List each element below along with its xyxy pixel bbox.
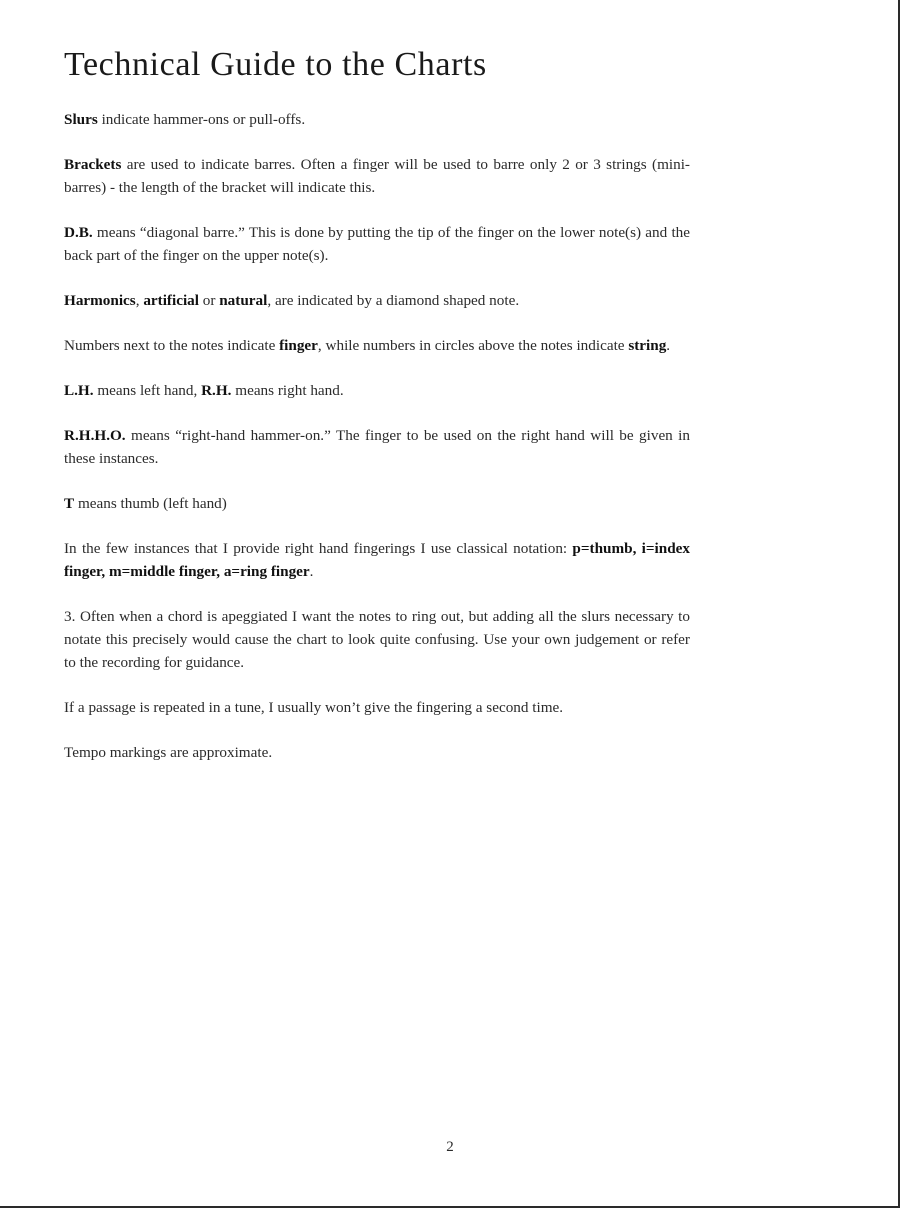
- page-title: Technical Guide to the Charts: [64, 46, 487, 83]
- paragraph-thumb: [64, 492, 690, 515]
- paragraph-right-hand-fingerings: [64, 537, 690, 583]
- hands-text2: means right hand.: [231, 382, 344, 399]
- paragraph-hands: [64, 379, 690, 402]
- harmonics-sep1: ,: [135, 292, 144, 309]
- term-string: string: [628, 337, 667, 354]
- term-artificial: artificial: [143, 292, 199, 309]
- term-rh: R.H.: [201, 382, 232, 399]
- term-db: D.B.: [64, 224, 93, 241]
- paragraph-tempo: [64, 741, 690, 764]
- numbers-text2: , while numbers in circles above the notes indicate: [317, 337, 629, 354]
- repeats-text: If a passage is repeated in a tune, I usually won’t give the fingering a second time.: [64, 699, 564, 716]
- harmonics-text: , are indicated by a diamond shaped note.: [267, 292, 520, 309]
- term-t: T: [64, 495, 75, 512]
- harmonics-sep2: or: [198, 292, 220, 309]
- page-number: 2: [446, 1139, 454, 1155]
- term-slurs: Slurs: [64, 111, 98, 128]
- paragraph-rhho: [64, 424, 690, 470]
- slurs-text: indicate hammer-ons or pull-offs.: [97, 111, 306, 128]
- brackets-text: are used to indicate barres. Often a finger will be used to barre only 2 or 3 strings (mini-barres) - the length of the bracket will indicate this.: [64, 156, 690, 196]
- paragraph-arpeggio: [64, 605, 690, 674]
- term-harmonics: Harmonics: [64, 292, 136, 309]
- term-natural: natural: [219, 292, 268, 309]
- thumb-text: means thumb (left hand): [74, 495, 227, 512]
- rh-fingerings-text: In the few instances that I provide right hand fingerings I use classical notation:: [64, 540, 573, 557]
- paragraph-diagonal-barre: [64, 221, 690, 267]
- paragraph-numbers: [64, 334, 690, 357]
- numbers-text3: .: [666, 337, 671, 354]
- paragraph-brackets: [64, 153, 690, 199]
- term-rhho: R.H.H.O.: [64, 427, 126, 444]
- numbers-text1: Numbers next to the notes indicate: [64, 337, 280, 354]
- term-brackets: Brackets: [64, 156, 122, 173]
- db-text: means “diagonal barre.” This is done by putting the tip of the finger on the lower note(s) and the back part of the finger on the upper note(s).: [64, 224, 690, 264]
- term-finger: finger: [279, 337, 318, 354]
- paragraph-slurs: [64, 108, 690, 131]
- paragraph-harmonics: [64, 289, 690, 312]
- tempo-text: Tempo markings are approximate.: [64, 744, 273, 761]
- rhho-text: means “right-hand hammer-on.” The finger to be used on the right hand will be given in these instances.: [64, 427, 690, 467]
- term-lh: L.H.: [64, 382, 94, 399]
- hands-text1: means left hand,: [93, 382, 202, 399]
- paragraph-repeats: [64, 696, 690, 719]
- rh-fingerings-end: .: [309, 563, 314, 580]
- page-content: [64, 44, 690, 786]
- arpeggio-text: 3. Often when a chord is apeggiated I want the notes to ring out, but adding all the slurs necessary to notate this precisely would cause the chart to look quite confusing. Use your own judgement or refer to the recording for guidance.: [64, 608, 690, 671]
- term-classical-notation: p=thumb, i=index finger, m=middle finger, a=ring finger: [64, 540, 690, 580]
